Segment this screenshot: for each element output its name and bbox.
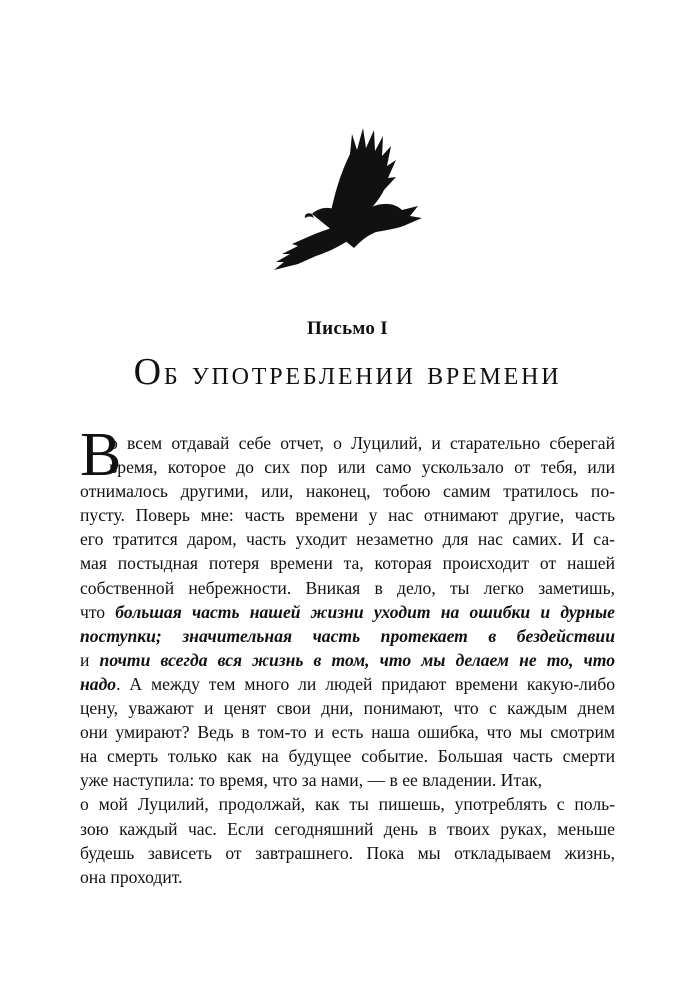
text-line: пусту. Поверь мне: часть времени у нас отнимают другие, часть	[80, 505, 615, 526]
chapter-title-rest: б употреблении времени	[163, 355, 562, 392]
text-line: мая постыдная потеря времени та, которая происходит от нашей	[80, 553, 615, 574]
text-line: на смерть только как на будущее событие. Большая часть смерти	[80, 746, 615, 767]
text-line: что большая часть нашей жизни уходит на ошибки и дурные	[80, 601, 615, 622]
drop-cap: В	[80, 421, 122, 489]
emphasis-text: надо	[80, 673, 117, 694]
text-line: будешь зависеть от завтрашнего. Пока мы откладываем жизнь,	[80, 842, 615, 863]
emphasis-text: почти всегда вся жизнь в том, что мы делаем не то, что	[99, 649, 615, 670]
chapter-title	[0, 350, 695, 394]
letter-label: Письмо I	[307, 318, 388, 339]
text-line: о мой Луцилий, продолжай, как ты пишешь, употреблять с поль-	[80, 794, 615, 815]
text-line: его тратится даром, часть уходит незаметно для нас самих. И са-	[80, 529, 615, 550]
text-line: надо. А между тем много ли людей придают времени какую-либо	[80, 673, 615, 694]
text-line: они умирают? Ведь в том-то и есть наша ошибка, что мы смотрим	[80, 722, 615, 743]
text-line: отнималось другими, или, наконец, тобою самим тратилось по-	[80, 481, 615, 502]
chapter-title-initial: О	[133, 351, 164, 393]
text-line: о всем отдавай себе отчет, о Луцилий, и старательно сберегай	[109, 433, 615, 453]
text-line: зою каждый час. Если сегодняшний день в твоих руках, меньше	[80, 818, 615, 839]
emphasis-text: поступки; значительная часть протекает в бездействии	[80, 625, 615, 646]
text-line: время, которое до сих пор или само ускользало от тебя, или	[109, 457, 615, 478]
body-text	[80, 431, 615, 889]
text-line	[80, 624, 615, 648]
text-line: уже наступила: то время, что за нами, — в ее владении. Итак,	[80, 770, 543, 791]
eagle-icon	[268, 124, 428, 270]
emphasis-text: большая часть нашей жизни уходит на ошибки и дурные	[115, 601, 615, 622]
text-line: цену, уважают и ценят свои дни, понимают, что с каждым днем	[80, 698, 615, 719]
text-line: собственной небрежности. Вникая в дело, ты легко заметишь,	[80, 577, 615, 598]
text-line: и почти всегда вся жизнь в том, что мы делаем не то, что	[80, 649, 615, 670]
text-line: она проходит.	[80, 866, 183, 887]
